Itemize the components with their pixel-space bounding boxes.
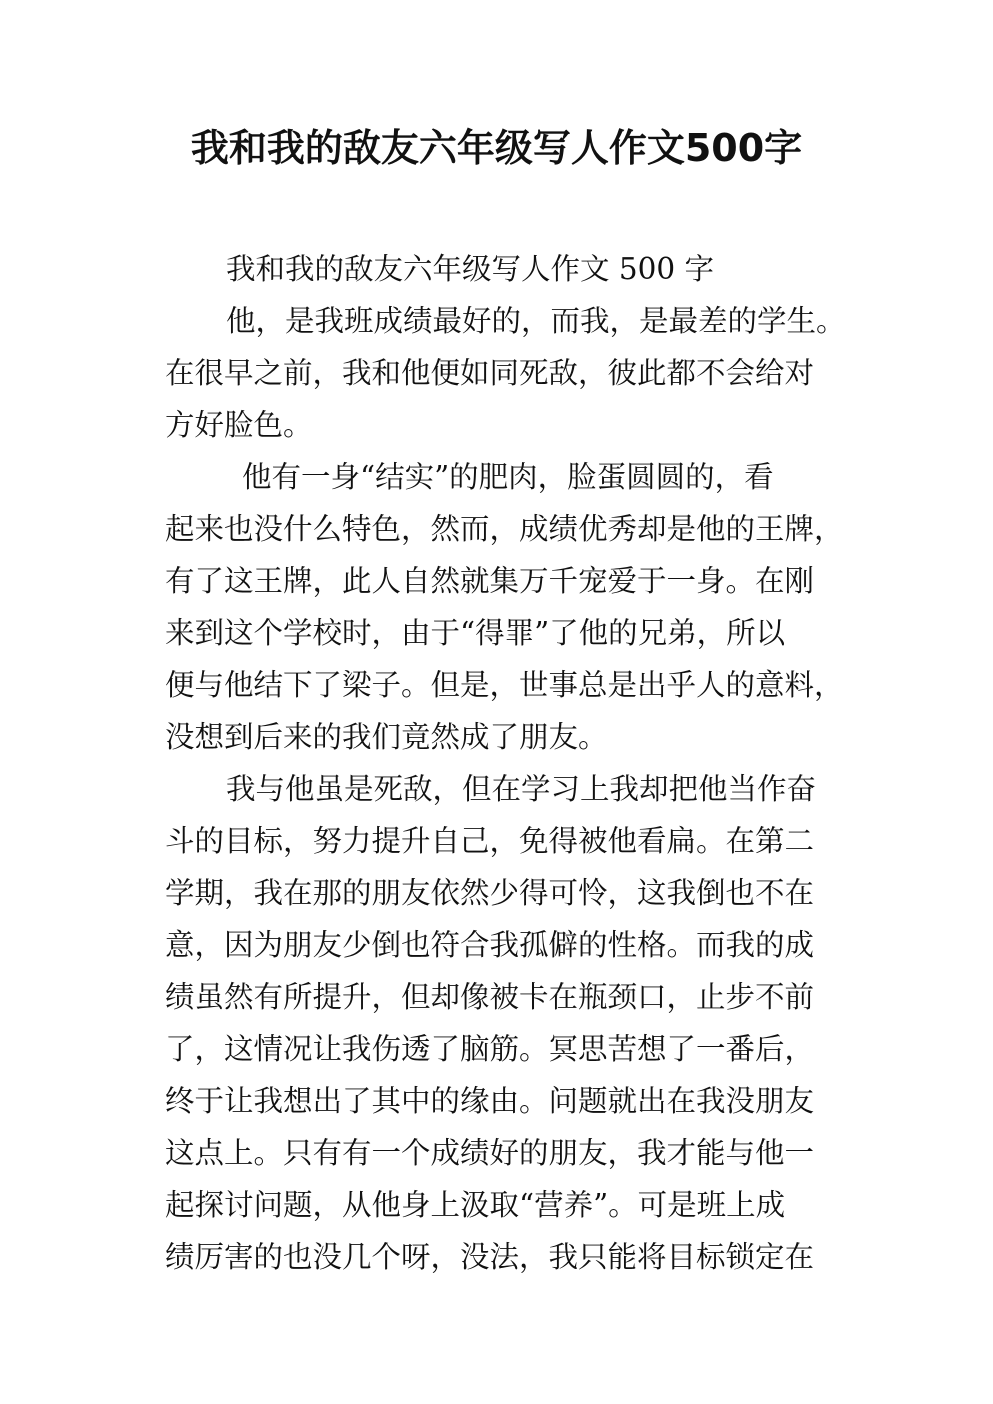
body-line: 终于让我想出了其中的缘由。问题就出在我没朋友 bbox=[165, 1084, 815, 1118]
body-line: 我与他虽是死敌，但在学习上我却把他当作奋 bbox=[226, 772, 817, 806]
body-line: 了，这情况让我伤透了脑筋。冥思苦想了一番后， bbox=[165, 1032, 815, 1066]
body-line: 他有一身“结实”的肥肉，脸蛋圆圆的，看 bbox=[242, 460, 774, 494]
body-line: 绩虽然有所提升，但却像被卡在瓶颈口，止步不前 bbox=[165, 980, 815, 1014]
body-line: 他，是我班成绩最好的，而我，是最差的学生。 bbox=[226, 304, 846, 338]
body-line: 这点上。只有有一个成绩好的朋友，我才能与他一 bbox=[165, 1136, 815, 1170]
body-line: 学期，我在那的朋友依然少得可怜，这我倒也不在 bbox=[165, 876, 815, 910]
body-line: 在很早之前，我和他便如同死敌，彼此都不会给对 bbox=[165, 356, 815, 390]
body-line: 没想到后来的我们竟然成了朋友。 bbox=[165, 720, 608, 754]
document-title: 我和我的敌友六年级写人作文500字 bbox=[190, 126, 803, 170]
body-line: 便与他结下了梁子。但是，世事总是出乎人的意料， bbox=[165, 668, 844, 702]
body-line: 起探讨问题，从他身上汲取“营养”。可是班上成 bbox=[165, 1188, 786, 1222]
body-line: 起来也没什么特色，然而，成绩优秀却是他的王牌， bbox=[165, 512, 844, 546]
body-line: 意，因为朋友少倒也符合我孤僻的性格。而我的成 bbox=[165, 928, 815, 962]
body-line: 我和我的敌友六年级写人作文 500 字 bbox=[226, 252, 715, 286]
body-line: 来到这个学校时，由于“得罪”了他的兄弟，所以 bbox=[165, 616, 786, 650]
body-line: 斗的目标，努力提升自己，免得被他看扁。在第二 bbox=[165, 824, 815, 858]
body-line: 绩厉害的也没几个呀，没法，我只能将目标锁定在 bbox=[165, 1240, 815, 1274]
body-line: 有了这王牌，此人自然就集万千宠爱于一身。在刚 bbox=[165, 564, 815, 598]
body-line: 方好脸色。 bbox=[165, 408, 313, 442]
